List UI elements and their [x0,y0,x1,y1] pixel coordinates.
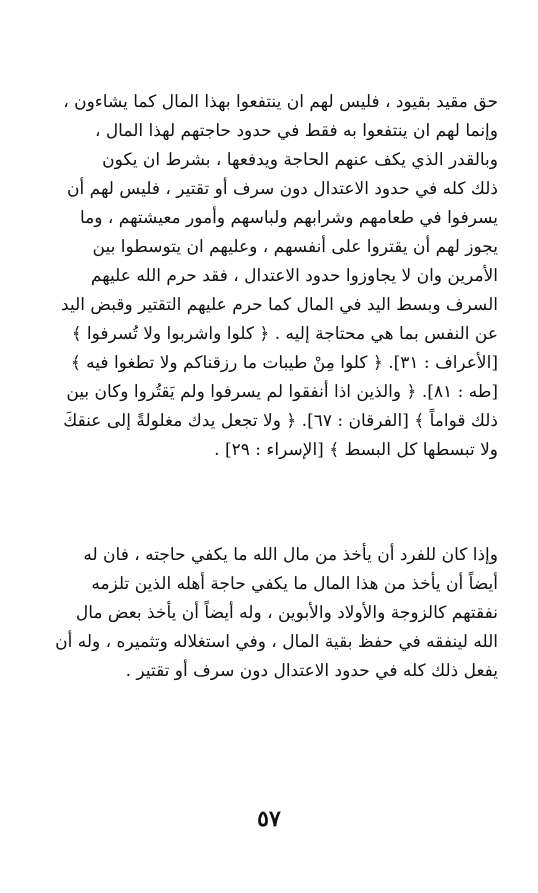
page-number: ٥٧ [257,806,281,832]
paragraph-2-line: أيضاً أن يأخذ من هذا المال ما يكفي حاجة أهله الذين تلزمه [91,574,498,594]
paragraph-1-line: يجوز لهم أن يقتروا على أنفسهم ، وعليهم ان يتوسطوا بين [92,237,498,257]
paragraph-2-line: نفقتهم كالزوجة والأولاد والأبوين ، وله أيضاً أن يأخذ بعض مال [75,603,498,623]
paragraph-1-line: عن النفس بما هي محتاجة إليه . ﴿ كلوا واشربوا ولا تُسرفوا ﴾ [71,324,498,344]
paragraph-1-line: ولا تبسطها كل البسط ﴾ [الإسراء : ٢٩] . [214,440,498,460]
paragraph-2-line: يفعل ذلك كله في حدود الاعتدال دون سرف أو تقتير . [125,661,498,681]
paragraph-2 [40,541,498,686]
paragraph-1-line: حق مقيد بقيود ، فليس لهم ان ينتفعوا بهذا المال كما يشاءون ، [63,92,498,112]
paragraph-1-line: وإنما لهم ان ينتفعوا به فقط في حدود حاجتهم لهذا المال ، [94,121,498,141]
paragraph-1-line: وبالقدر الذي يكف عنهم الحاجة ويدفعها ، بشرط ان يكون [102,150,498,170]
paragraph-1-line: السرف وبسط اليد في المال كما حرم عليهم التقتير وقبض اليد [61,295,498,315]
paragraph-2-line: الله لينفقه في حفظ بقية المال ، وفي استغلاله وتثميره ، وله أن [55,632,498,652]
paragraph-1-line: الأمرين وان لا يجاوزوا حدود الاعتدال ، فقد حرم الله عليهم [90,266,498,286]
paragraph-1-line: يسرفوا في طعامهم وشرابهم ولباسهم وأمور معيشتهم ، وما [79,208,498,228]
paragraph-1-line: ذلك كله في حدود الاعتدال دون سرف أو تقتير ، فليس لهم أن [67,179,498,199]
paragraph-1 [40,88,498,465]
paragraph-2-line: وإذا كان للفرد أن يأخذ من مال الله ما يكفي حاجته ، فان له [83,545,498,565]
paragraph-1-line: ذلك قواماً ﴾ [الفرقان : ٦٧]. ﴿ ولا تجعل يدك مغلولةً إلى عنقكَ [63,411,498,431]
paragraph-1-line: [طه : ٨١]. ﴿ والذين اذا أنفقوا لم يسرفوا ولم يَقتُروا وكان بين [66,382,498,402]
paragraph-1-line: [الأعراف : ٣١]. ﴿ كلوا مِنْ طيبات ما رزقناكم ولا تطغوا فيه ﴾ [70,353,498,373]
